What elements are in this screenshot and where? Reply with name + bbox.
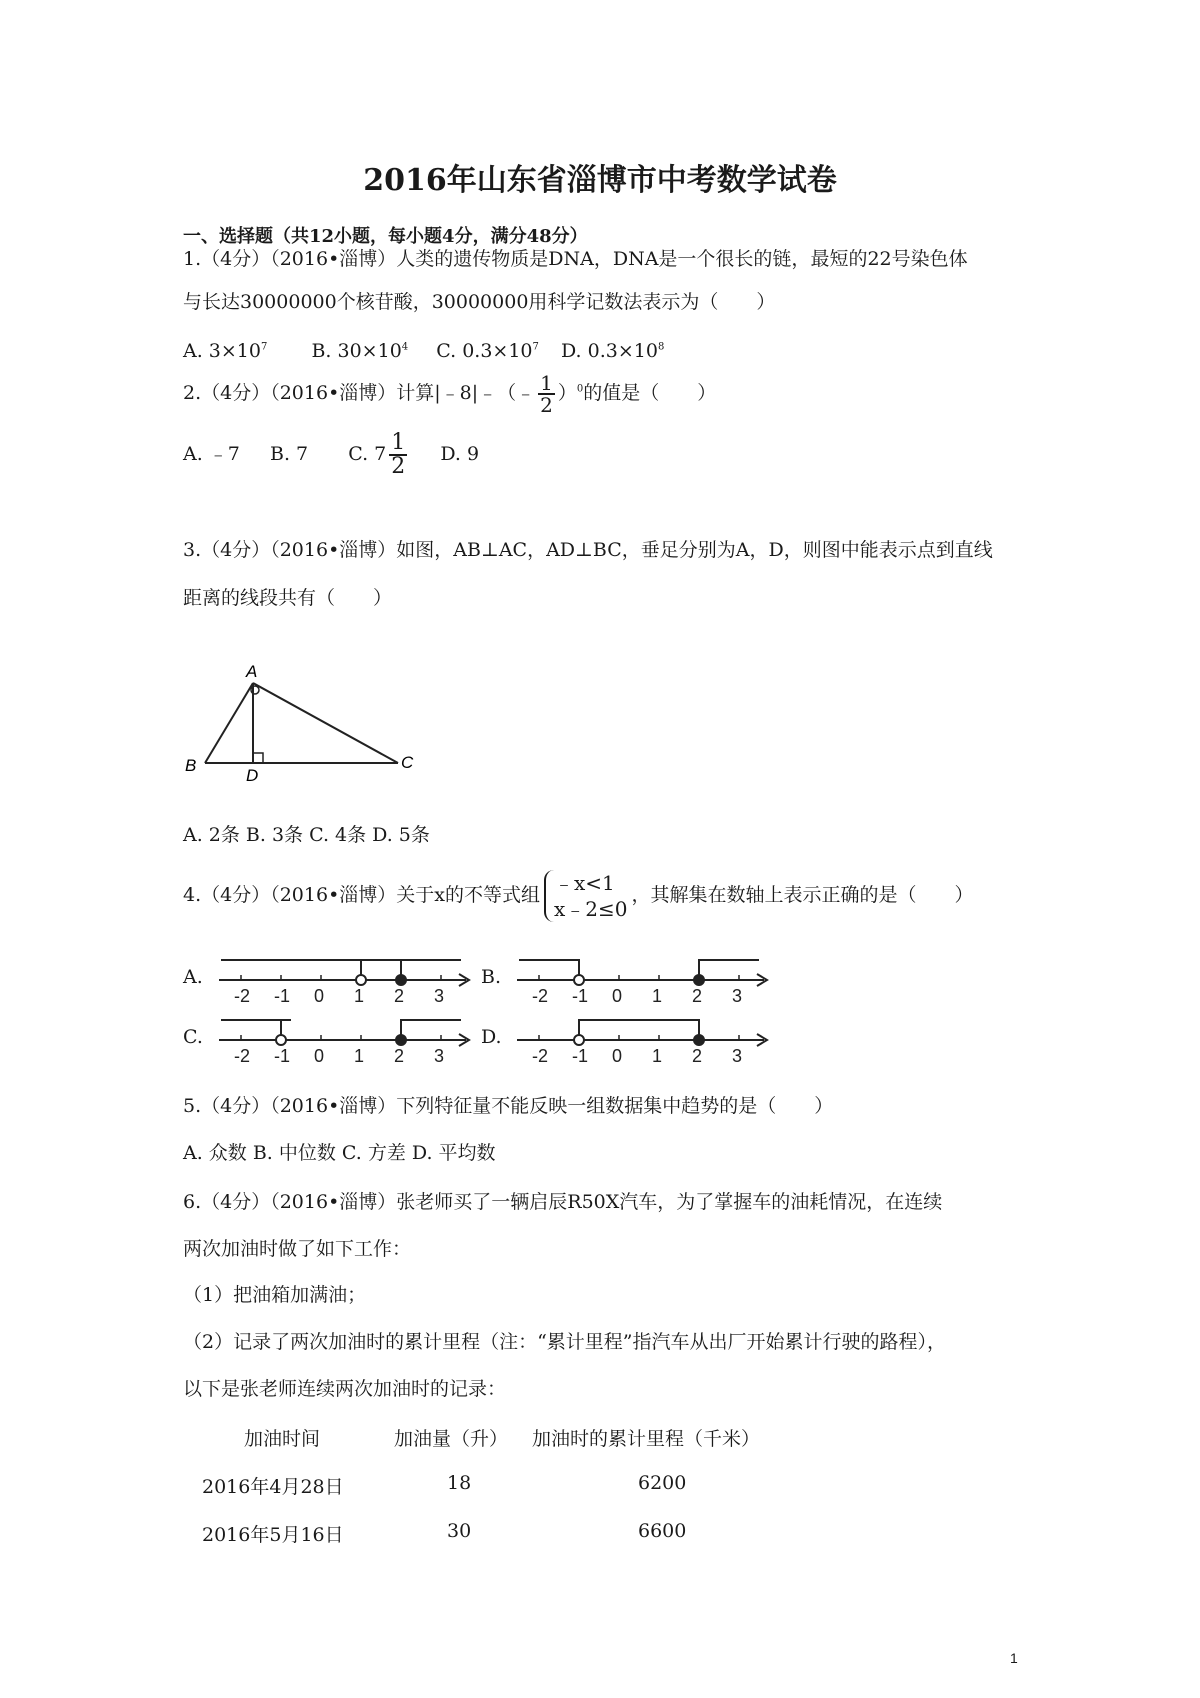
right-angle-mark-d bbox=[253, 753, 263, 763]
closed-endpoint bbox=[396, 975, 406, 985]
tick-label: -1 bbox=[572, 986, 589, 1006]
q6-line3: （1）把油箱加满油； bbox=[183, 1284, 367, 1306]
table-row-1-time: 2016年4月28日 bbox=[202, 1476, 344, 1498]
q1-option-c: C. $0.3\times 10^7$ bbox=[436, 340, 539, 363]
q5-line1: 5.（4分）（2016•淄博）下列特征量不能反映一组数据集中趋势的是（ ） bbox=[183, 1095, 834, 1117]
segment-ab bbox=[205, 683, 253, 763]
open-endpoint bbox=[356, 975, 366, 985]
q2-option-c: C. 7 $\frac{1}{2}$ bbox=[348, 430, 406, 479]
q2-option-d: D. 9 bbox=[440, 443, 480, 465]
tick-label: 0 bbox=[612, 986, 623, 1006]
q2-fraction: $\frac{1}{2}$ bbox=[540, 371, 553, 417]
q4-inequality-system: ﹣x<1 x﹣2≤0 bbox=[544, 870, 628, 922]
q4-line bbox=[183, 870, 974, 922]
tick-label: 0 bbox=[314, 986, 325, 1006]
tick-label: 1 bbox=[652, 1046, 663, 1066]
q1-option-a: A. $3\times 10^7$ bbox=[183, 340, 268, 363]
tick-label: -1 bbox=[572, 1046, 589, 1066]
solution-ray-closed bbox=[699, 960, 759, 976]
q2-option-a: A. ﹣7 bbox=[183, 443, 240, 465]
solution-ray-open bbox=[519, 960, 579, 976]
tick-label: -2 bbox=[532, 1046, 549, 1066]
q4-option-b-label: B. bbox=[481, 966, 502, 988]
q5-options: A. 众数 B. 中位数 C. 方差 D. 平均数 bbox=[183, 1142, 496, 1164]
tick-label: 2 bbox=[692, 1046, 703, 1066]
q2-option-b: B. 7 bbox=[269, 443, 309, 465]
q6-line4: （2）记录了两次加油时的累计里程（注：“累计里程”指汽车从出厂开始累计行驶的路程）， bbox=[183, 1331, 947, 1353]
tick-label: -2 bbox=[532, 986, 549, 1006]
table-header-amount: 加油量（升） bbox=[394, 1428, 509, 1450]
tick-label: 0 bbox=[314, 1046, 325, 1066]
open-endpoint bbox=[276, 1035, 286, 1045]
q4-option-d-number-line bbox=[509, 1010, 779, 1070]
q4-option-c-number-line bbox=[211, 1010, 481, 1070]
table-row-1-amount: 18 bbox=[447, 1472, 472, 1494]
tick-label: 1 bbox=[652, 986, 663, 1006]
q1-line2: 与长达30000000个核苷酸，30000000用科学记数法表示为（ ） bbox=[183, 291, 776, 313]
solution-segment bbox=[579, 1020, 699, 1036]
q3-options: A. 2条 B. 3条 C. 4条 D. 5条 bbox=[183, 824, 430, 846]
q2-line: 2.（4分）（2016•淄博）计算|﹣8|﹣（﹣ $\frac{1}{2}$ ）$^0$的值是（ ） bbox=[183, 371, 717, 417]
q4-option-a-label: A. bbox=[183, 966, 203, 988]
segment-ac bbox=[253, 683, 398, 763]
closed-endpoint bbox=[694, 1035, 704, 1045]
tick-label: 3 bbox=[732, 1046, 743, 1066]
page-number: 1 bbox=[1010, 1650, 1018, 1666]
q3-line2: 距离的线段共有（ ） bbox=[183, 587, 393, 609]
solution-ray-open bbox=[361, 960, 461, 976]
q2-options bbox=[183, 432, 479, 478]
q4-option-b-number-line bbox=[509, 950, 779, 1010]
open-endpoint bbox=[574, 975, 584, 985]
solution-ray-closed bbox=[221, 960, 401, 976]
tick-label: 3 bbox=[434, 986, 445, 1006]
q3-triangle-figure bbox=[183, 655, 423, 785]
label-b: B bbox=[185, 756, 197, 775]
q2-suffix: 的值是（ ） bbox=[583, 382, 717, 404]
tick-label: 1 bbox=[354, 986, 365, 1006]
table-row-2-mileage: 6600 bbox=[638, 1520, 687, 1542]
q6-line5: 以下是张老师连续两次加油时的记录： bbox=[183, 1378, 507, 1400]
tick-label: -2 bbox=[234, 1046, 251, 1066]
tick-label: 3 bbox=[732, 986, 743, 1006]
tick-label: 2 bbox=[692, 986, 703, 1006]
section-heading: 一、选择题（共12小题，每小题4分，满分48分） bbox=[183, 226, 588, 247]
table-row-2-amount: 30 bbox=[447, 1520, 472, 1542]
q1-option-d: D. $0.3\times 10^8$ bbox=[561, 340, 665, 363]
label-d: D bbox=[246, 766, 259, 785]
q4-option-a-number-line bbox=[211, 950, 481, 1010]
q1-option-b: B. $30\times 10^4$ bbox=[311, 340, 409, 363]
open-endpoint bbox=[574, 1035, 584, 1045]
q3-line1: 3.（4分）（2016•淄博）如图，AB⊥AC，AD⊥BC，垂足分别为A，D，则图中能表示点到直线 bbox=[183, 539, 993, 561]
table-row-2-time: 2016年5月16日 bbox=[202, 1524, 344, 1546]
closed-endpoint bbox=[396, 1035, 406, 1045]
tick-label: -1 bbox=[274, 1046, 291, 1066]
q6-line1: 6.（4分）（2016•淄博）张老师买了一辆启辰R50X汽车，为了掌握车的油耗情况，在连续 bbox=[183, 1191, 943, 1213]
tick-label: 1 bbox=[354, 1046, 365, 1066]
tick-label: 3 bbox=[434, 1046, 445, 1066]
table-row-1-mileage: 6200 bbox=[638, 1472, 687, 1494]
label-a: A bbox=[246, 662, 258, 681]
tick-label: -2 bbox=[234, 986, 251, 1006]
solution-ray-closed bbox=[401, 1020, 461, 1036]
q1-options bbox=[183, 336, 664, 363]
q2-prefix: 2.（4分）（2016•淄博）计算|﹣8|﹣（﹣ bbox=[183, 382, 536, 404]
solution-ray-open bbox=[221, 1020, 281, 1036]
tick-label: 0 bbox=[612, 1046, 623, 1066]
tick-label: 2 bbox=[394, 1046, 405, 1066]
page-title: 2016年山东省淄博市中考数学试卷 bbox=[363, 163, 837, 198]
table-header-time: 加油时间 bbox=[244, 1428, 321, 1450]
q4-suffix: ，其解集在数轴上表示正确的是（ ） bbox=[631, 884, 974, 906]
tick-label: -1 bbox=[274, 986, 291, 1006]
q6-line2: 两次加油时做了如下工作： bbox=[183, 1238, 412, 1260]
q4-option-d-label: D. bbox=[481, 1026, 502, 1048]
table-header-mileage: 加油时的累计里程（千米） bbox=[532, 1428, 761, 1450]
label-c: C bbox=[401, 753, 414, 772]
q4-option-c-label: C. bbox=[183, 1026, 203, 1048]
closed-endpoint bbox=[694, 975, 704, 985]
tick-label: 2 bbox=[394, 986, 405, 1006]
q1-line1: 1.（4分）（2016•淄博）人类的遗传物质是DNA，DNA是一个很长的链，最短的22号染色体 bbox=[183, 248, 968, 270]
q4-prefix: 4.（4分）（2016•淄博）关于x的不等式组 bbox=[183, 884, 540, 906]
